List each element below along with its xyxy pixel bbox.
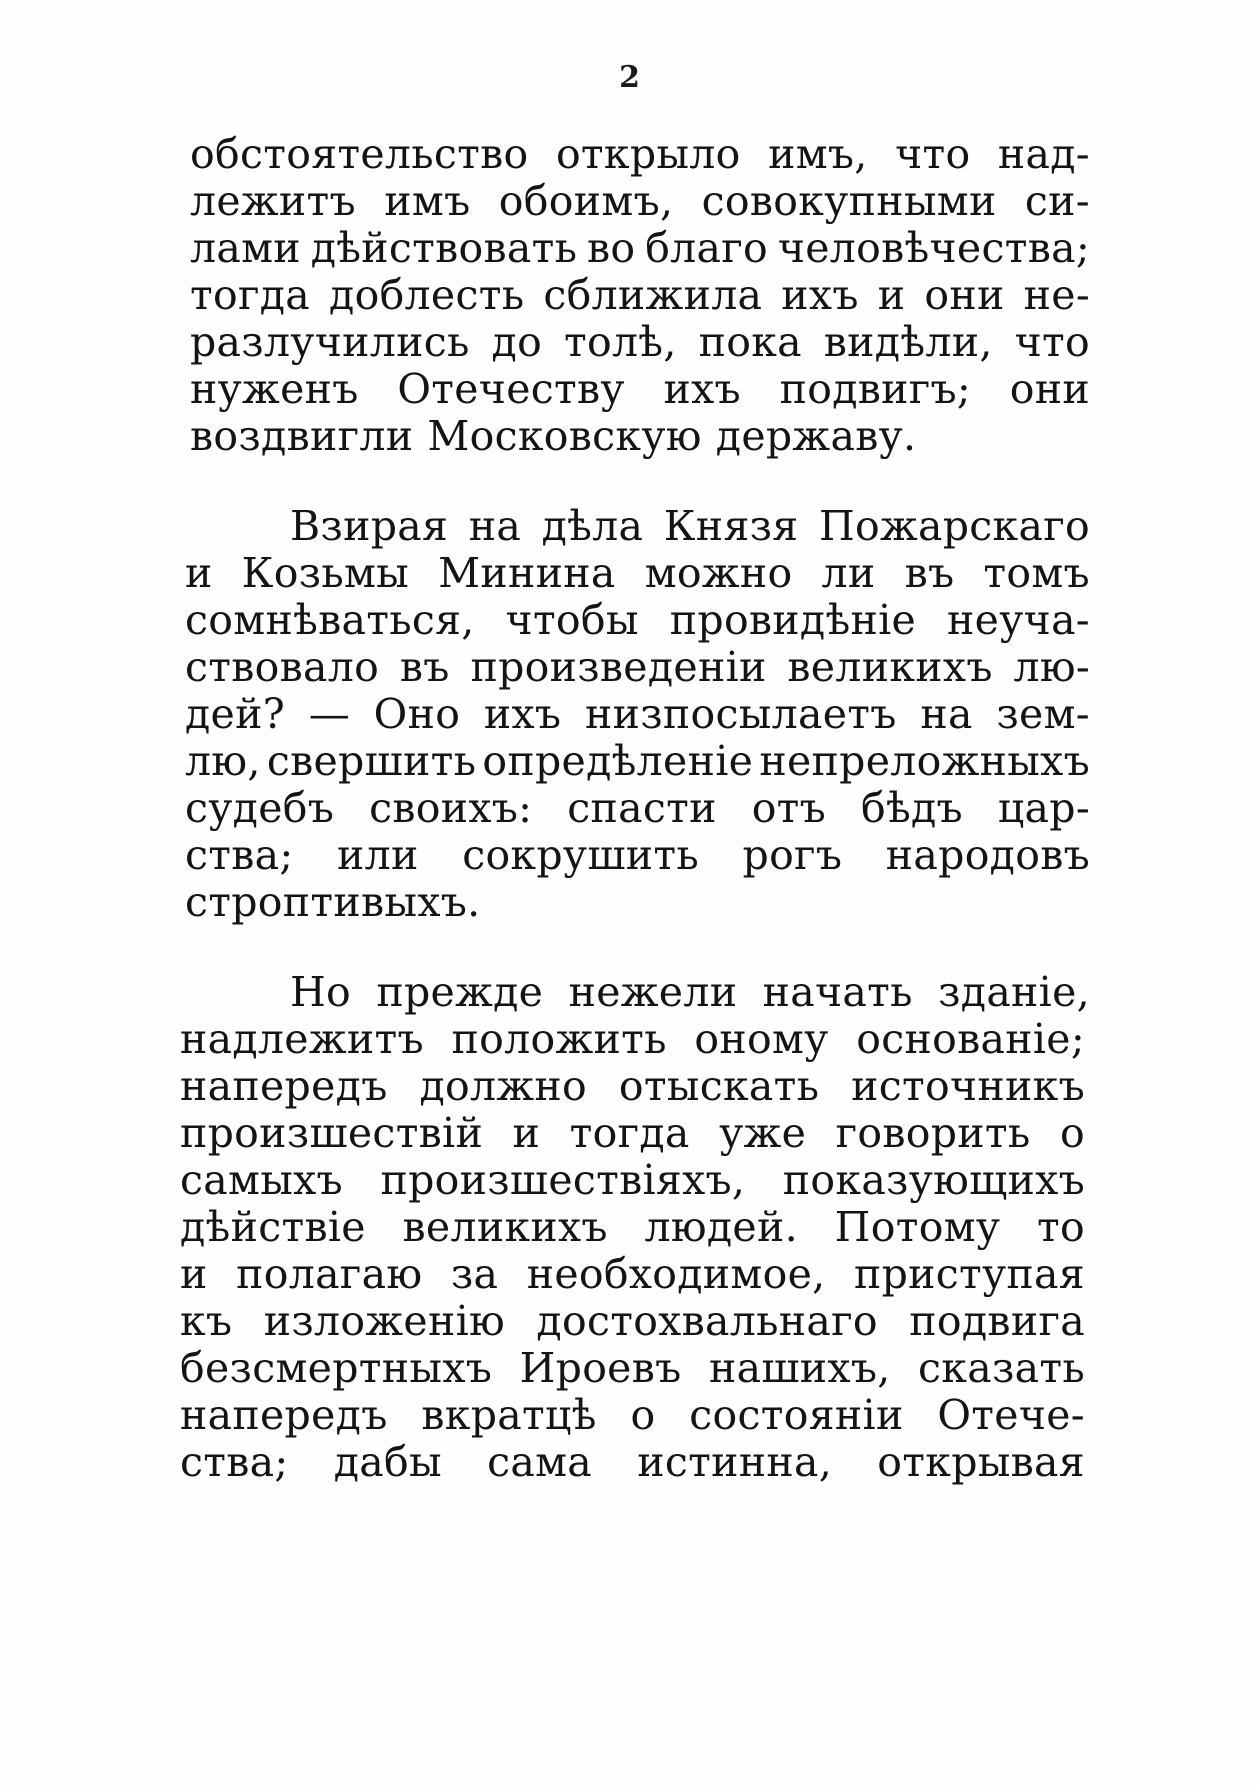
word: дѣйствіе	[180, 1203, 366, 1251]
word: низпосылаетъ	[584, 690, 897, 738]
word: состояніи	[689, 1391, 904, 1439]
word: произшествіяхъ,	[380, 1156, 746, 1204]
word: ихъ	[781, 271, 859, 319]
word: напередъ	[180, 1062, 388, 1110]
word: уже	[719, 1109, 807, 1157]
word: вкратцѣ	[421, 1391, 597, 1439]
word: Потому	[834, 1203, 1001, 1251]
word: нашихъ,	[708, 1344, 891, 1392]
text-line	[185, 547, 1090, 599]
word: подвигъ;	[779, 365, 972, 413]
word: Московскую	[427, 412, 702, 460]
word: отыскать	[618, 1062, 820, 1110]
word: о	[630, 1391, 656, 1439]
word: за	[450, 1250, 499, 1298]
word: над-	[997, 130, 1090, 178]
text-line	[185, 829, 1090, 881]
word: Но	[290, 968, 352, 1016]
word: то	[1037, 1203, 1085, 1251]
word: лю-	[1013, 643, 1090, 691]
word: дѣйствовать	[310, 224, 578, 272]
text-line	[190, 410, 1090, 462]
word: изложенію	[263, 1297, 505, 1345]
text-line	[180, 1201, 1085, 1253]
word: приступая	[853, 1250, 1085, 1298]
word: обстоятельство	[190, 130, 529, 178]
word: къ	[180, 1297, 233, 1345]
word: показующихъ	[782, 1156, 1085, 1204]
word: дѣла	[541, 502, 644, 550]
word: въ	[399, 643, 450, 691]
text-line	[180, 1154, 1085, 1206]
word: говорить	[835, 1109, 1031, 1157]
word: Отечеству	[397, 365, 625, 413]
word: и	[877, 271, 906, 319]
word: строптивыхъ.	[185, 878, 481, 926]
word: сказать	[918, 1344, 1085, 1392]
word: на	[920, 690, 973, 738]
word: си-	[1024, 177, 1090, 225]
word: ли	[821, 549, 876, 597]
text-line	[185, 876, 1090, 928]
word: до	[491, 318, 543, 366]
word: тогда	[190, 271, 311, 319]
word: ствовало	[185, 643, 380, 691]
word: спасти	[567, 784, 717, 832]
word: о	[1059, 1109, 1085, 1157]
word: безсмертныхъ	[180, 1344, 493, 1392]
word: открыло	[555, 130, 741, 178]
word: полагаю	[236, 1250, 423, 1298]
text-line	[180, 1248, 1085, 1300]
word: рогъ	[742, 831, 843, 879]
text-line	[180, 1107, 1085, 1159]
text-line	[190, 128, 1090, 180]
word: ства;	[180, 1438, 289, 1486]
text-line	[185, 782, 1090, 834]
word: или	[337, 831, 419, 879]
word: на	[468, 502, 522, 550]
word: доблесть	[329, 271, 525, 319]
word: основаніе;	[856, 1015, 1085, 1063]
word: ихъ	[483, 690, 562, 738]
word: дабы	[333, 1438, 442, 1486]
word: не-	[1023, 271, 1090, 319]
word: что	[895, 130, 971, 178]
word: истинна,	[637, 1438, 833, 1486]
word: и	[180, 1250, 208, 1298]
word: цар-	[997, 784, 1090, 832]
word: сомнѣваться,	[185, 596, 475, 644]
word: Минина	[438, 549, 616, 597]
word: неуча-	[947, 596, 1090, 644]
text-line	[180, 1389, 1085, 1441]
word: воздвигли	[190, 412, 414, 460]
text-line	[190, 175, 1090, 227]
text-line	[185, 641, 1090, 693]
word: Князя	[663, 502, 799, 550]
word: необходимое,	[526, 1250, 826, 1298]
word: обоимъ,	[498, 177, 674, 225]
word: великихъ	[787, 643, 993, 691]
word: зем-	[996, 690, 1090, 738]
word: произшествій	[180, 1109, 484, 1157]
word: лами	[190, 224, 301, 272]
word: видѣли,	[823, 318, 993, 366]
word: положить	[451, 1015, 667, 1063]
word: разлучились	[190, 318, 470, 366]
word: сближила	[543, 271, 763, 319]
word: своихъ:	[369, 784, 533, 832]
word: толѣ,	[564, 318, 677, 366]
word: Ироевъ	[519, 1344, 682, 1392]
word: совокупными	[701, 177, 997, 225]
word: бѣдъ	[860, 784, 963, 832]
word: непреложныхъ	[759, 737, 1090, 785]
text-line	[180, 1060, 1085, 1112]
word: напередъ	[180, 1391, 388, 1439]
word: прежде	[376, 968, 544, 1016]
word: нуженъ	[190, 365, 359, 413]
text-line	[290, 966, 1090, 1018]
text-line	[190, 316, 1090, 368]
word: тогда	[569, 1109, 690, 1157]
word: и	[185, 549, 213, 597]
word: они	[924, 271, 1005, 319]
word: дей?	[185, 690, 286, 738]
word: человѣчества;	[777, 224, 1090, 272]
word: сокрушить	[462, 831, 699, 879]
word: провидѣніе	[669, 596, 917, 644]
word: людей.	[644, 1203, 798, 1251]
word: оному	[694, 1015, 829, 1063]
word: что	[1014, 318, 1090, 366]
word: ихъ	[663, 365, 741, 413]
word: свершить	[266, 737, 477, 785]
word: надлежитъ	[180, 1015, 424, 1063]
word: и	[512, 1109, 541, 1157]
word: благо	[645, 224, 769, 272]
word: они	[1009, 365, 1090, 413]
word: отъ	[751, 784, 827, 832]
text-line	[180, 1013, 1085, 1065]
word: лю,	[185, 737, 261, 785]
word: имъ	[384, 177, 471, 225]
text-line	[180, 1342, 1085, 1394]
word: источникъ	[851, 1062, 1085, 1110]
word: зданіе,	[938, 968, 1090, 1016]
word: открывая	[877, 1438, 1085, 1486]
word: державу.	[715, 412, 917, 460]
text-line	[185, 688, 1090, 740]
word: имъ,	[768, 130, 868, 178]
word: чтобы	[505, 596, 639, 644]
word: пока	[698, 318, 802, 366]
text-line	[185, 735, 1090, 787]
word: произведеніи	[470, 643, 767, 691]
word: томъ	[983, 549, 1090, 597]
text-line	[180, 1436, 1085, 1488]
word: —	[308, 690, 350, 738]
word: во	[587, 224, 636, 272]
word: достохвальнаго	[536, 1297, 878, 1345]
text-line	[180, 1295, 1085, 1347]
word: сама	[487, 1438, 593, 1486]
word: ства;	[185, 831, 294, 879]
text-line	[190, 222, 1090, 274]
word: Козьмы	[241, 549, 410, 597]
text-line	[185, 594, 1090, 646]
word: нежели	[568, 968, 738, 1016]
word: лежитъ	[190, 177, 356, 225]
word: въ	[904, 549, 955, 597]
word: подвига	[909, 1297, 1085, 1345]
text-line	[190, 363, 1090, 415]
page-number: 2	[619, 60, 640, 95]
word: начать	[762, 968, 913, 1016]
word: народовъ	[885, 831, 1090, 879]
word: Взирая	[290, 502, 449, 550]
word: Пожарскаго	[818, 502, 1090, 550]
word: можно	[644, 549, 793, 597]
word: великихъ	[402, 1203, 608, 1251]
word: опредѣленіе	[482, 737, 754, 785]
text-line	[290, 500, 1090, 552]
text-line	[190, 269, 1090, 321]
word: Отече-	[937, 1391, 1085, 1439]
word: самыхъ	[180, 1156, 343, 1204]
word: должно	[419, 1062, 587, 1110]
word: судебъ	[185, 784, 335, 832]
word: Оно	[373, 690, 461, 738]
